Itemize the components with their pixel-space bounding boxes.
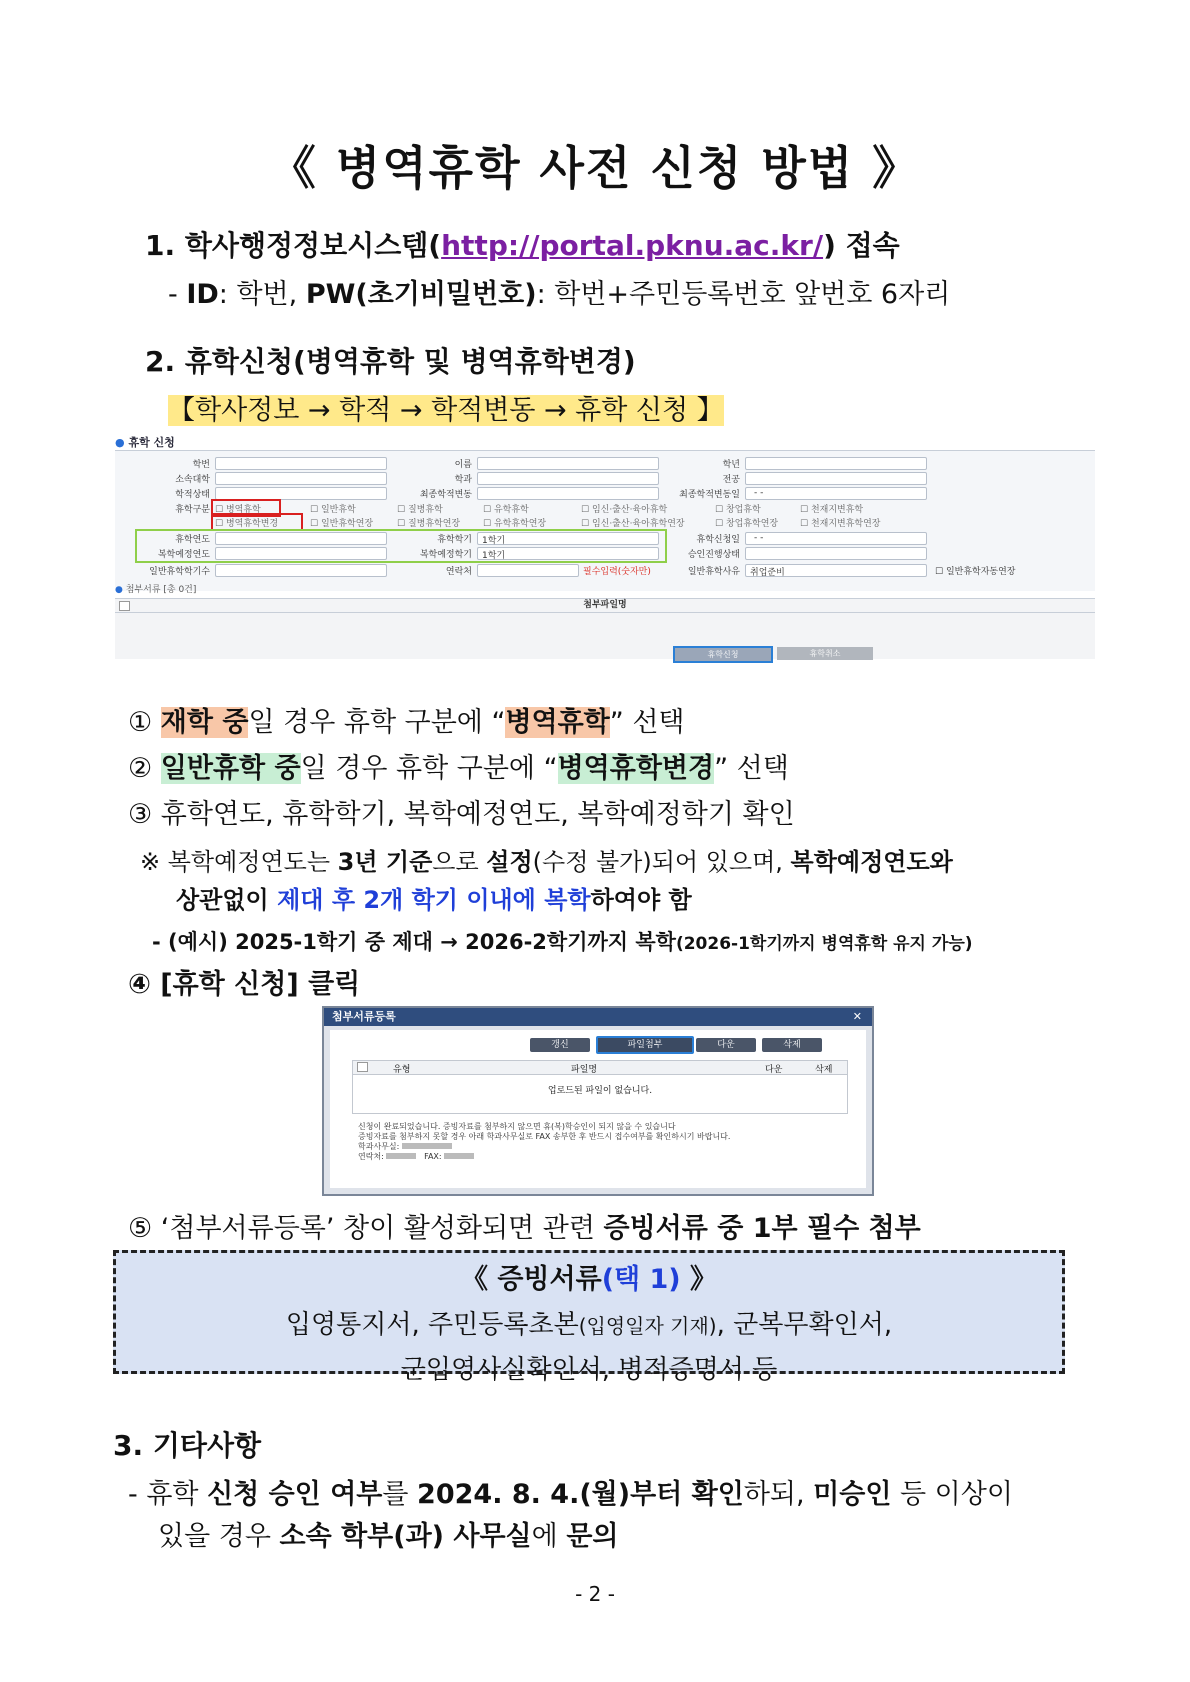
option-military-leave-change[interactable]: ☐ 병역휴학변경 [215,519,279,529]
file-table: 유형 파일명 다운 삭제 업로드된 파일이 없습니다. [352,1060,848,1114]
login-info: - ID: 학번, PW(초기비밀번호): 학번+주민등록번호 앞번호 6자리 [168,279,951,310]
major-field[interactable] [745,472,927,485]
step-4: ④ [휴학 신청] 클릭 [128,969,361,1000]
form-fields: 학번 이름 학년 소속대학 학과 전공 학적상태 최종학적변동 최종학적변동일 - - 휴학구분 ☐ 병역휴학 ☐ 일반휴학 ☐ 질병휴학 ☐ 유학휴학 ☐ 임신·출산·육아휴학 ☐ 창업휴학 ☐ 천재지변휴학 ☐ 병역휴학변경 ☐ 일반휴학연장 ☐ 질병휴학연장 ☐ 유학휴학연장 ☐ 임신·출산·육아휴학연장 ☐ 창업휴학연장 ☐ 천재지변휴학연장 휴학연도 휴학학기 1학기 휴학신청일 - - 복학예정연도 복학예정학기 1학기 승인진행상태 일반휴학학기수 연락처 필수입력(숫자만) 일반휴학사유 취업준비 ☐ 일반휴학자동연장 [115,450,1095,591]
hakbun-field[interactable] [215,457,387,470]
close-icon[interactable]: ✕ [852,1010,862,1023]
attach-file-button[interactable]: 파일첨부 [596,1036,694,1054]
grade-field[interactable] [745,457,927,470]
auto-extend-checkbox[interactable]: ☐ 일반휴학자동연장 [935,567,1016,577]
attach-select-all[interactable] [119,601,130,611]
page-number: - 2 - [575,1582,615,1606]
docs-line-1: 입영통지서, 주민등록초본(입영일자 기재), 군복무확인서, [285,1310,893,1340]
download-button[interactable]: 다운 [696,1038,756,1052]
section-2-heading: 2. 휴학신청(병역휴학 및 병역휴학변경) [145,345,636,378]
etc-line-1: - 휴학 신청 승인 여부를 2024. 8. 4.(월)부터 확인하되, 미승인 등 이상이 [128,1479,1013,1510]
name-field[interactable] [477,457,659,470]
highlight-year-semester [135,529,667,563]
note-line-1: ※ 복학예정연도는 3년 기준으로 설정(수정 불가)되어 있으며, 복학예정연도와 [140,848,953,876]
last-change-date-field[interactable]: - - [745,487,927,500]
docs-line-2: 군입영사실확인서, 병적증명서 등 [400,1355,778,1385]
approval-status-field[interactable] [745,547,927,560]
college-field[interactable] [215,472,387,485]
example-line: - (예시) 2025-1학기 중 제대 → 2026-2학기까지 복학(2026-1학기까지 병역휴학 유지 가능) [152,930,973,954]
file-select-all[interactable] [357,1062,368,1072]
leave-form-screenshot [115,432,1095,662]
step-2: ② 일반휴학 중일 경우 휴학 구분에 “병역휴학변경” 선택 [128,753,789,784]
evidence-docs-box [113,1250,1065,1385]
dialog-notice: 신청이 완료되었습니다. 증빙자료를 첨부하지 않으면 휴(복)학승인이 되지 않을 수 있습니다 증빙자료를 첨부하지 못할 경우 아래 학과사무실로 FAX 송부한 후 반드시 접수여부를 확인하시기 바랍니다. 학과사무실: 연락처: FAX: [358,1122,731,1161]
section-1-heading: 1. 학사행정정보시스템(http://portal.pknu.ac.kr/) 접속 [145,229,900,262]
contact-field[interactable] [477,564,579,577]
portal-link[interactable]: http://portal.pknu.ac.kr/ [441,229,824,262]
etc-line-2: 있을 경우 소속 학부(과) 사무실에 문의 [158,1521,619,1552]
page-title: 《 병역휴학 사전 신청 방법 》 [269,141,921,195]
docs-title: 《 증빙서류(택 1) 》 [460,1264,718,1295]
option-military-leave[interactable]: ☐ 병역휴학 [215,505,261,515]
cancel-leave-button[interactable]: 휴학취소 [777,647,873,660]
attach-dialog-screenshot [322,1006,874,1196]
dept-field[interactable] [477,472,659,485]
section-3-heading: 3. 기타사항 [113,1429,262,1462]
step-1: ① 재학 중일 경우 휴학 구분에 “병역휴학” 선택 [128,707,685,738]
step-5: ⑤ ‘첨부서류등록’ 창이 활성화되면 관련 증빙서류 중 1부 필수 첨부 [128,1213,921,1244]
return-semester-select[interactable]: 1학기 [477,547,659,560]
refresh-button[interactable]: 갱신 [530,1038,590,1052]
dialog-titlebar: 첨부서류등록 ✕ [324,1008,872,1026]
empty-message: 업로드된 파일이 없습니다. [547,1086,653,1096]
delete-button[interactable]: 삭제 [762,1038,822,1052]
attach-table: 첨부파일명 [115,598,1095,659]
leave-semester-select[interactable]: 1학기 [477,532,659,545]
reason-select[interactable]: 취업준비 [745,564,927,577]
menu-path: 【학사정보 → 학적 → 학적변동 → 휴학 신청 】 [168,395,724,426]
apply-date-field[interactable]: - - [745,532,927,545]
step-3: ③ 휴학연도, 휴학학기, 복학예정연도, 복학예정학기 확인 [128,799,795,830]
apply-leave-button[interactable]: 휴학신청 [673,646,773,663]
general-count-field[interactable] [215,564,387,577]
last-change-field[interactable] [477,487,659,500]
note-line-2: 상관없이 제대 후 2개 학기 이내에 복학하여야 함 [176,886,692,914]
dialog-body [330,1030,866,1188]
attach-header: ● 첨부서류 [총 0건] [115,585,197,595]
form-header: ● 휴학 신청 [115,436,175,449]
